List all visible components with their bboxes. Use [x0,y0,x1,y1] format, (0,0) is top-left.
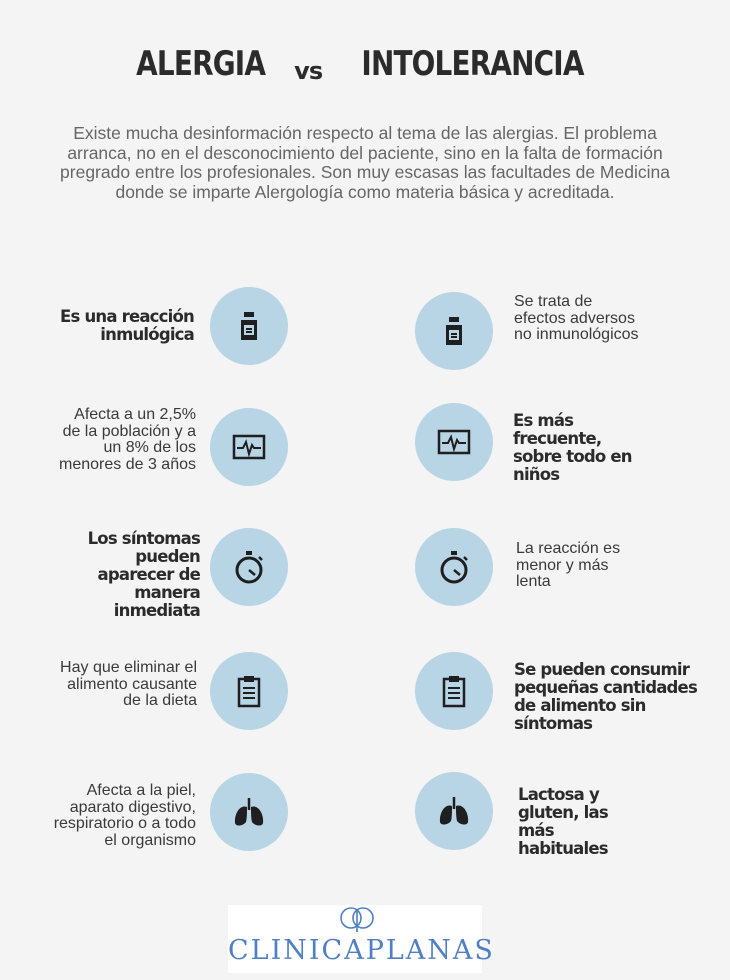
title-allergy: ALERGIA [136,44,266,84]
intolerance-circle-3 [415,528,493,606]
allergy-point-4: Hay que eliminar el alimento causante de la dieta [60,659,197,709]
clinic-logo [228,905,495,973]
allergy-point-1: Es una reacción inmulógica [60,307,194,344]
clipboard-icon [436,673,472,709]
allergy-circle-3 [210,528,288,606]
intolerance-point-2: Es más frecuente, sobre todo en niños [513,411,632,484]
lungs-icon [231,794,267,830]
intolerance-point-5: Lactosa y gluten, las más habituales [518,785,608,858]
logo-mark-icon [335,905,379,933]
stopwatch-icon [231,549,267,585]
intolerance-circle-1 [415,292,493,370]
allergy-point-2: Afecta a un 2,5% de la población y a un 8% de los menores de 3 años [59,406,196,473]
heart-monitor-icon [231,429,267,465]
brand-name-part-1: CLINICA [228,935,366,966]
medicine-bottle-icon [231,308,267,344]
intolerance-circle-4 [415,652,493,730]
heart-monitor-icon [436,424,472,460]
allergy-point-3: Los síntomas pueden aparecer de manera inmediata [87,529,200,620]
page-title [0,44,730,85]
lungs-icon [436,793,472,829]
title-vs: vs [294,57,323,85]
allergy-point-5: Afecta a la piel, aparato digestivo, respiratorio o a todo el organismo [53,782,196,849]
stopwatch-icon [436,549,472,585]
allergy-circle-4 [210,652,288,730]
intolerance-circle-5 [415,772,493,850]
brand-name-part-2: PLANAS [365,935,495,966]
intolerance-point-4: Se pueden consumir pequeñas cantidades de alimento sin síntomas [514,660,697,733]
clipboard-icon [231,673,267,709]
allergy-circle-5 [210,773,288,851]
intolerance-point-1: Se trata de efectos adversos no inmunológicos [514,293,639,343]
intolerance-point-3: La reacción es menor y más lenta [516,540,621,590]
brand-name [228,935,495,966]
allergy-circle-1 [210,287,288,365]
intro-paragraph: Existe mucha desinformación respecto al tema de las alergias. El problema arranca, no en el desconocimiento del paciente, sino en la falta de formación pregrado entre los profesionales. Son muy escasas las facultades de Medicina donde se imparte Alergología como materia básica y acreditada. [60,123,670,202]
allergy-circle-2 [210,408,288,486]
medicine-bottle-icon [436,313,472,349]
intolerance-circle-2 [415,403,493,481]
title-intolerance: INTOLERANCIA [361,44,584,84]
